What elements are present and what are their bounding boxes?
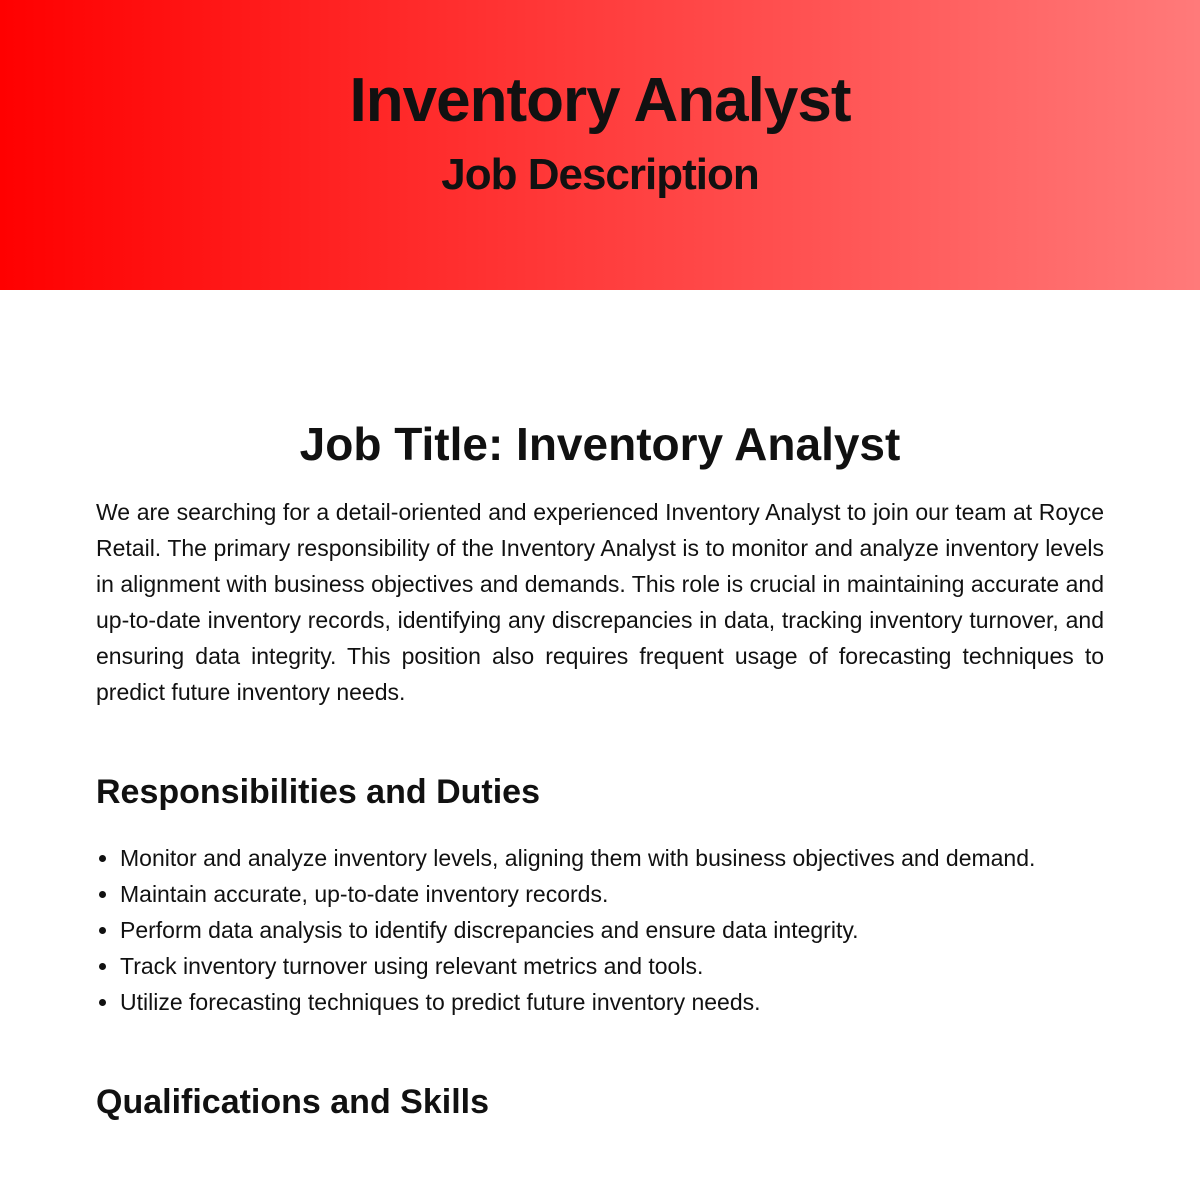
intro-paragraph: We are searching for a detail-oriented and experienced Inventory Analyst to join our team at Royce Retail. The primary responsibility of the Inventory Analyst is to monitor and analyze inventory levels in alignment with business objectives and demands. This role is crucial in maintaining accurate and up-to-date inventory records, identifying any discrepancies in data, tracking inventory turnover, and ensuring data integrity. This position also requires frequent usage of forecasting techniques to predict future inventory needs.: [96, 499, 1104, 705]
list-item: • Monitor and analyze inventory levels, aligning them with business objectives and demand.: [120, 840, 1070, 876]
document-title: Inventory Analyst: [349, 66, 851, 135]
qualifications-heading: Qualifications and Skills: [96, 1083, 489, 1121]
responsibilities-list: [96, 840, 1070, 1020]
list-item: • Track inventory turnover using relevant metrics and tools.: [120, 948, 1070, 984]
document-subtitle: Job Description: [441, 150, 759, 199]
header-banner: [0, 0, 1200, 290]
job-title-heading: Job Title: Inventory Analyst: [299, 418, 901, 470]
list-item: • Perform data analysis to identify discrepancies and ensure data integrity.: [120, 912, 1070, 948]
list-item: • Utilize forecasting techniques to predict future inventory needs.: [120, 984, 1070, 1020]
responsibilities-heading: Responsibilities and Duties: [96, 773, 540, 811]
list-item: • Maintain accurate, up-to-date inventory records.: [120, 876, 1070, 912]
